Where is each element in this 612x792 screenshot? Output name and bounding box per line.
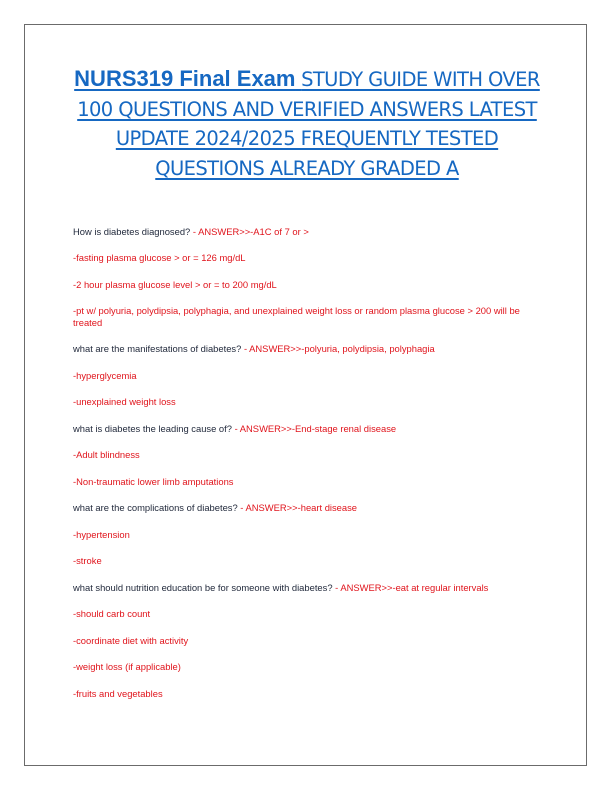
qa-line — [73, 502, 543, 513]
answer-text: -weight loss (if applicable) — [73, 661, 181, 673]
answer-text: -hyperglycemia — [73, 369, 137, 381]
answer-line — [73, 608, 543, 619]
answer-text: -hypertension — [73, 528, 130, 540]
answer-text: -Non-traumatic lower limb amputations — [73, 475, 234, 487]
answer-text: -stroke — [73, 555, 102, 567]
question-text: what are the complications of diabetes? — [73, 502, 241, 514]
answer-text: - ANSWER>>-eat at regular intervals — [335, 581, 489, 593]
answer-line — [73, 688, 543, 699]
question-text: what should nutrition education be for someone with diabetes? — [73, 581, 336, 593]
answer-text: -Adult blindness — [73, 449, 140, 461]
answer-text: -2 hour plasma glucose level > or = to 200 mg/dL — [73, 278, 277, 290]
answer-line — [73, 396, 543, 407]
answer-line — [73, 529, 543, 540]
qa-line — [73, 423, 543, 434]
question-text: How is diabetes diagnosed? — [73, 226, 193, 237]
answer-line — [73, 370, 543, 381]
answer-text: - ANSWER>>-A1C of 7 or > — [192, 226, 309, 237]
answer-line — [73, 252, 543, 263]
answer-line — [73, 305, 543, 328]
answer-line — [73, 279, 543, 290]
title-description[interactable]: STUDY GUIDE WITH OVER 100 QUESTIONS AND VERIFIED ANSWERS LATEST UPDATE 2024/2025 FREQUENTLY TESTED QUESTIONS ALREADY GRADED A — [77, 68, 540, 180]
question-text: what are the manifestations of diabetes? — [73, 343, 244, 355]
answer-text: -pt w/ polyuria, polydipsia, polyphagia, and unexplained weight loss or random plasma glucose > 200 will be treated — [73, 305, 520, 328]
title-course[interactable]: NURS319 Final Exam — [74, 66, 296, 91]
answer-line — [73, 635, 543, 646]
answer-line — [73, 449, 543, 460]
qa-line — [73, 343, 543, 354]
qa-line — [73, 226, 543, 237]
qa-content — [73, 226, 543, 714]
answer-text: -should carb count — [73, 608, 151, 620]
answer-text: - ANSWER>>-End-stage renal disease — [234, 422, 397, 434]
qa-line — [73, 582, 543, 593]
answer-text: -unexplained weight loss — [73, 396, 176, 408]
answer-text: -fasting plasma glucose > or = 126 mg/dL — [73, 252, 246, 264]
answer-line — [73, 661, 543, 672]
answer-text: -fruits and vegetables — [73, 687, 163, 699]
document-title[interactable] — [66, 64, 548, 183]
question-text: what is diabetes the leading cause of? — [73, 422, 235, 434]
answer-line — [73, 476, 543, 487]
answer-text: -coordinate diet with activity — [73, 634, 189, 646]
answer-text: - ANSWER>>-heart disease — [240, 502, 358, 514]
answer-line — [73, 555, 543, 566]
answer-text: - ANSWER>>-polyuria, polydipsia, polyphagia — [243, 343, 435, 355]
